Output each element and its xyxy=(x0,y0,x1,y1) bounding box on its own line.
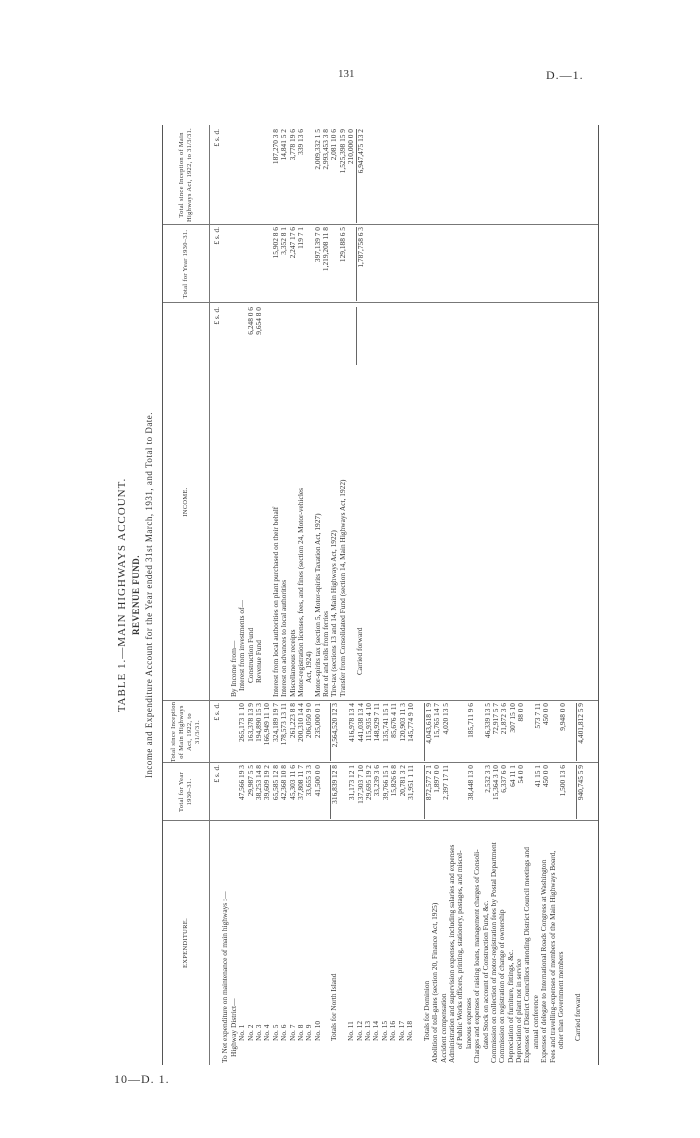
expenditure-label-cell: No. 17 xyxy=(396,1020,406,1041)
income-label-cell: Motor-registration licenses, fees, and fines (section 24, Motor-vehicles xyxy=(295,487,305,697)
expenditure-year-cell: 33,655 3 3 xyxy=(304,765,314,797)
expenditure-label-cell: Administration and supervision expenses, including salaries and expenses xyxy=(446,844,456,1063)
expenditure-label-cell: Expenses of delegate to International Roads Congress at Washington xyxy=(539,859,549,1063)
expenditure-label-cell: Accident compensation xyxy=(438,993,448,1063)
income-year-values xyxy=(213,227,365,301)
income-since-cell: 6,947,475 13 2 xyxy=(356,129,365,223)
income-label-cell: Motor-spirits tax (section 5, Motor-spirits Taxation Act, 1927) xyxy=(312,513,322,697)
expenditure-year-cell: 2,532 3 3 xyxy=(482,765,492,793)
expenditure-year-cell xyxy=(415,765,423,819)
expenditure-year-cell: 1,897 0 0 xyxy=(432,765,442,793)
expenditure-year-cell: 41 15 1 xyxy=(532,765,542,788)
expenditure-label-cell: Expenses of District Councillors attending District Council meetings and xyxy=(522,847,532,1063)
expenditure-year-values xyxy=(213,765,585,819)
expenditure-label-cell: other than Government members xyxy=(556,951,566,1049)
expenditure-year-cell: 31,951 1 11 xyxy=(405,765,415,800)
income-since-cell: 14,841 5 2 xyxy=(279,129,289,161)
expenditure-label-cell: No. 13 xyxy=(363,1020,373,1041)
expenditure-year-cell: 42,368 10 8 xyxy=(279,765,289,801)
expenditure-label-cell: Fees and travelling-expenses of members of the Main Highways Board, xyxy=(547,850,557,1063)
income-sub-cell xyxy=(297,307,305,365)
expenditure-year-cell: 31,173 12 1 xyxy=(347,765,357,801)
income-sub-cell xyxy=(347,307,355,365)
income-year-cell: 1,787,758 6 3 xyxy=(356,227,365,301)
expenditure-since-cell: 450 0 0 xyxy=(541,703,551,726)
expenditure-since-cell: 148,929 7 11 xyxy=(372,703,382,742)
income-year-cell xyxy=(247,227,255,301)
expenditure-since-cell xyxy=(221,703,229,761)
expenditure-label-cell: No. 3 xyxy=(253,1024,263,1041)
income-label-cell: Interest from investments of— xyxy=(237,600,247,691)
expenditure-year-cell: 41,500 0 0 xyxy=(312,765,322,797)
expenditure-since-cell: 46,339 13 5 xyxy=(482,703,492,739)
inc-since-header: Total since Inception of Main Highways Act, 1922, to 31/3/31. xyxy=(178,128,193,222)
expenditure-label-cell: Depreciation of furniture, fittings, &c. xyxy=(505,949,515,1063)
income-since-cell: 2,081 10 6 xyxy=(329,129,339,161)
income-label-cell: Miscellaneous receipts xyxy=(287,629,297,697)
expenditure-label-cell: No. 9 xyxy=(304,1024,314,1041)
expenditure-year-cell: 33,239 3 6 xyxy=(372,765,382,797)
expenditure-since-cell: 4,043,618 1 9 xyxy=(424,703,433,761)
expenditure-since-cell: 4,401,812 5 9 xyxy=(576,703,585,761)
income-year-cell xyxy=(230,227,238,301)
income-year-cell: 2,247 17 6 xyxy=(287,227,297,259)
expenditure-label-cell: No. 2 xyxy=(245,1024,255,1041)
expenditure-year-cell: 450 0 0 xyxy=(541,765,551,788)
income-since-cell: 187,270 3 8 xyxy=(270,129,280,165)
expenditure-year-cell xyxy=(221,765,229,819)
expenditure-since-cell: 88 0 0 xyxy=(516,703,526,722)
income-year-cell xyxy=(221,227,229,301)
rotated-table-page xyxy=(110,125,610,1065)
document-reference: D.—1. xyxy=(546,68,584,82)
expenditure-label-cell: Charges and expenses of raising loans, management charges of Consoli- xyxy=(472,849,482,1063)
income-since-cell: 1,525,398 15 9 xyxy=(337,129,347,174)
expenditure-since-cell: 307 15 10 xyxy=(507,703,517,733)
income-sub-cell xyxy=(230,307,238,365)
expenditure-label-cell: Totals for North Island xyxy=(329,973,339,1041)
expenditure-since-cell: 265,173 1 10 xyxy=(237,703,247,742)
expenditure-year-cell xyxy=(450,765,458,819)
expenditure-since-cell: 166,949 11 10 xyxy=(262,703,272,746)
income-since-cell xyxy=(238,129,246,223)
expenditure-since-cell: 416,978 13 4 xyxy=(347,703,357,742)
account-table xyxy=(162,125,599,1065)
page-number: 131 xyxy=(338,68,355,80)
expenditure-label-cell: dated Stock on account of Construction Fund, &c. xyxy=(480,900,490,1049)
income-label-cell: Construction Fund xyxy=(245,627,255,683)
table-subtitle: REVENUE FUND. xyxy=(131,555,141,636)
expenditure-since-cell: 235,000 0 1 xyxy=(312,703,322,739)
expenditure-label-cell: No. 18 xyxy=(404,1020,414,1041)
expenditure-year-cell: 137,303 7 10 xyxy=(355,765,365,804)
expenditure-since-cell: 15,765 14 7 xyxy=(432,703,442,739)
income-sub-cell xyxy=(322,307,330,365)
expenditure-label-cell: No. 8 xyxy=(295,1024,305,1041)
income-year-cell: 1,219,208 11 8 xyxy=(321,227,331,272)
expenditure-label-cell: Abolition of toll-gates (section 20, Finance Act, 1925) xyxy=(430,902,440,1063)
column-rule xyxy=(163,700,598,701)
expenditure-year-cell: 29,987 5 5 xyxy=(245,765,255,797)
expenditure-year-cell: £ s. d. xyxy=(212,765,221,783)
expenditure-label-cell: annual conference xyxy=(530,995,540,1049)
expenditure-year-cell: 6,337 6 0 xyxy=(499,765,509,793)
income-since-cell xyxy=(247,129,255,223)
income-year-cell xyxy=(238,227,246,301)
income-year-cell: 15,902 8 6 xyxy=(270,227,280,259)
expenditure-year-cell: 45,303 11 6 xyxy=(287,765,297,800)
expenditure-year-cell: 38,448 13 0 xyxy=(465,765,475,801)
column-rule xyxy=(163,302,598,303)
income-sub-cell xyxy=(272,307,280,365)
expenditure-year-cell xyxy=(322,765,330,819)
expenditure-since-cell: 194,890 15 3 xyxy=(253,703,263,742)
expenditure-since-cell: 135,741 15 1 xyxy=(380,703,390,742)
income-sub-cell xyxy=(305,307,313,365)
expenditure-since-cell: 441,038 13 4 xyxy=(355,703,365,742)
expenditure-label-cell: Commission on collection of motor-registration fees by Postal Department xyxy=(488,842,498,1063)
expenditure-year-cell xyxy=(567,765,575,819)
income-since-cell: 2,009,332 1 5 xyxy=(312,129,322,170)
income-since-cell xyxy=(221,129,229,223)
expenditure-since-cell: 261,223 8 8 xyxy=(287,703,297,739)
table-header-row xyxy=(163,125,210,1065)
expenditure-year-cell: 2,397 17 11 xyxy=(440,765,450,800)
income-label-cell: Tire-tax (sections 13 and 14, Main Highways Act, 1922) xyxy=(329,530,339,697)
expenditure-since-cell: 21,872 3 6 xyxy=(499,703,509,735)
expenditure-since-cell: 163,378 13 9 xyxy=(245,703,255,742)
expenditure-year-cell: 940,745 5 9 xyxy=(576,765,585,819)
income-sub-cell xyxy=(263,307,271,365)
income-label-cell: Rent of and tolls from ferries xyxy=(321,611,331,697)
income-since-cell: £ s. d. xyxy=(212,129,221,147)
income-since-values xyxy=(213,129,365,223)
income-year-cell: 397,139 7 0 xyxy=(312,227,322,263)
expenditure-since-cell: 573 7 11 xyxy=(532,703,542,729)
expenditure-since-cell: 185,711 9 6 xyxy=(465,703,475,738)
expenditure-label-cell: No. 7 xyxy=(287,1024,297,1041)
column-rule xyxy=(163,224,598,225)
expenditure-label-cell: To Net expenditure on maintenance of main highways :— xyxy=(220,891,230,1063)
income-sub-cell: £ s. d. xyxy=(212,307,221,325)
income-header: INCOME. xyxy=(182,487,190,517)
expenditure-label-cell: No. 15 xyxy=(379,1020,389,1041)
expenditure-year-cell: 54 0 0 xyxy=(516,765,526,784)
expenditure-label-cell: No. 16 xyxy=(388,1020,398,1041)
expenditure-year-cell: 20,781 3 2 xyxy=(397,765,407,797)
table-caption: Income and Expenditure Account for the Year ended 31st March, 1931, and Total to Date. xyxy=(144,411,154,779)
expenditure-label-cell: No. 6 xyxy=(279,1024,289,1041)
income-year-cell xyxy=(347,227,355,301)
expenditure-header: EXPENDITURE. xyxy=(182,918,190,968)
expenditure-year-cell: 65,585 12 8 xyxy=(270,765,280,801)
expenditure-label-cell: No. 10 xyxy=(312,1020,322,1041)
expenditure-since-cell: 120,903 11 3 xyxy=(397,703,407,742)
expenditure-since-cell xyxy=(567,703,575,761)
expenditure-label-cell: Commission on registration of change of ownership xyxy=(497,909,507,1063)
income-year-cell: 129,188 6 5 xyxy=(337,227,347,263)
income-sub-cell xyxy=(314,307,322,365)
expenditure-year-cell: 37,808 11 7 xyxy=(295,765,305,800)
expenditure-year-cell: 872,577 2 1 xyxy=(424,765,433,819)
expenditure-since-cell: 206,050 9 0 xyxy=(304,703,314,739)
column-rule xyxy=(163,762,598,763)
income-since-cell: 2,993,453 3 8 xyxy=(321,129,331,170)
expenditure-since-cell xyxy=(322,703,330,761)
expenditure-label-cell: No. 14 xyxy=(371,1020,381,1041)
income-year-cell xyxy=(255,227,263,301)
expenditure-label-cell: No. 11 xyxy=(346,1021,356,1041)
income-sub-cell xyxy=(221,307,229,365)
expenditure-year-cell: 47,566 19 3 xyxy=(237,765,247,801)
expenditure-year-cell: 1,500 13 6 xyxy=(558,765,568,797)
income-label-cell: By Income from— xyxy=(228,640,238,697)
income-since-cell xyxy=(230,129,238,223)
income-sub-cell xyxy=(280,307,288,365)
income-since-cell: 339 13 6 xyxy=(295,129,305,155)
income-sub-cell xyxy=(339,307,347,365)
expenditure-label-cell: laneous expenses xyxy=(463,997,473,1049)
expenditure-since-cell: 145,774 9 10 xyxy=(405,703,415,742)
expenditure-since-cell: 115,935 4 10 xyxy=(364,703,374,742)
expenditure-year-cell: 29,695 19 2 xyxy=(364,765,374,801)
expenditure-since-cell: 4,020 13 5 xyxy=(440,703,450,735)
expenditure-label-cell: Carried forward xyxy=(572,993,582,1041)
income-label-cell: Interest on advances to local authorities xyxy=(279,579,289,697)
expenditure-since-cell: 85,676 4 11 xyxy=(389,703,399,738)
expenditure-label-cell: No. 4 xyxy=(262,1024,272,1041)
expenditure-year-cell: 38,253 14 8 xyxy=(253,765,263,801)
expenditure-label-cell: Highway District— xyxy=(228,998,238,1057)
income-labels xyxy=(213,367,364,697)
expenditure-since-cell: £ s. d. xyxy=(212,703,221,721)
inc-year-header: Total for Year 1930–31. xyxy=(182,229,190,299)
income-label-cell: Transfer from Consolidated Fund (section 14, Main Highways Act, 1922) xyxy=(337,479,347,697)
expenditure-since-cell xyxy=(415,703,423,761)
income-year-cell: 119 7 1 xyxy=(295,227,305,249)
exp-year-header: Total for Year 1930–31. xyxy=(178,771,193,813)
income-sub-cell: 9,654 8 0 xyxy=(253,307,263,335)
income-since-cell xyxy=(255,129,263,223)
expenditure-since-cell: 9,948 0 0 xyxy=(558,703,568,731)
income-since-cell: 3,778 19 6 xyxy=(287,129,297,161)
income-year-cell: £ s. d. xyxy=(212,227,221,245)
expenditure-since-values xyxy=(213,703,585,761)
expenditure-label-cell: No. 12 xyxy=(354,1020,364,1041)
expenditure-year-cell: 15,826 6 8 xyxy=(389,765,399,797)
exp-since-header: Total since Inception of Main Highways Act, 1922, to 31/3/31. xyxy=(170,701,201,763)
expenditure-year-cell: 39,609 19 2 xyxy=(262,765,272,801)
expenditure-labels xyxy=(213,823,582,1063)
income-sub-cell: 6,248 0 6 xyxy=(245,307,255,335)
income-label-cell: Act, 1924) xyxy=(304,651,314,683)
expenditure-year-cell: 316,839 12 8 xyxy=(330,765,339,819)
income-since-cell: 210,000 0 0 xyxy=(346,129,356,165)
expenditure-since-cell: 72,917 5 7 xyxy=(490,703,500,735)
column-rule xyxy=(163,820,598,821)
expenditure-since-cell: 324,189 19 7 xyxy=(270,703,280,742)
expenditure-year-cell: 64 11 1 xyxy=(507,765,517,787)
table-title: TABLE 1.—MAIN HIGHWAYS ACCOUNT. xyxy=(116,477,128,713)
expenditure-label-cell: No. 1 xyxy=(237,1024,247,1041)
expenditure-since-cell xyxy=(450,703,458,761)
expenditure-year-cell: 39,766 15 1 xyxy=(380,765,390,801)
income-label-cell xyxy=(213,367,221,697)
income-label-cell: Interest from local authorities on plant purchased on their behalf xyxy=(270,506,280,697)
expenditure-since-cell: 2,564,520 12 3 xyxy=(330,703,339,761)
expenditure-label-cell: No. 5 xyxy=(270,1024,280,1041)
income-sub-values xyxy=(213,307,365,365)
expenditure-label-cell: of Public Works officers, printing, stationery, postages, and miscel- xyxy=(455,850,465,1049)
income-sub-cell xyxy=(330,307,338,365)
expenditure-label-cell: Depreciation of plant not in service xyxy=(514,958,524,1063)
expenditure-since-cell: 178,573 13 11 xyxy=(279,703,289,746)
expenditure-year-cell: 15,364 3 10 xyxy=(490,765,500,801)
income-label-cell: Revenue Fund xyxy=(253,640,263,683)
expenditure-since-cell: 200,310 14 4 xyxy=(295,703,305,742)
income-year-cell: 3,352 8 1 xyxy=(279,227,289,255)
income-label-cell: Carried forward xyxy=(354,627,364,675)
page-footer: 10—D. 1. xyxy=(114,1072,170,1086)
income-sub-cell xyxy=(356,307,365,365)
income-sub-cell xyxy=(289,307,297,365)
expenditure-label-cell: Totals for Dominion xyxy=(421,980,431,1041)
